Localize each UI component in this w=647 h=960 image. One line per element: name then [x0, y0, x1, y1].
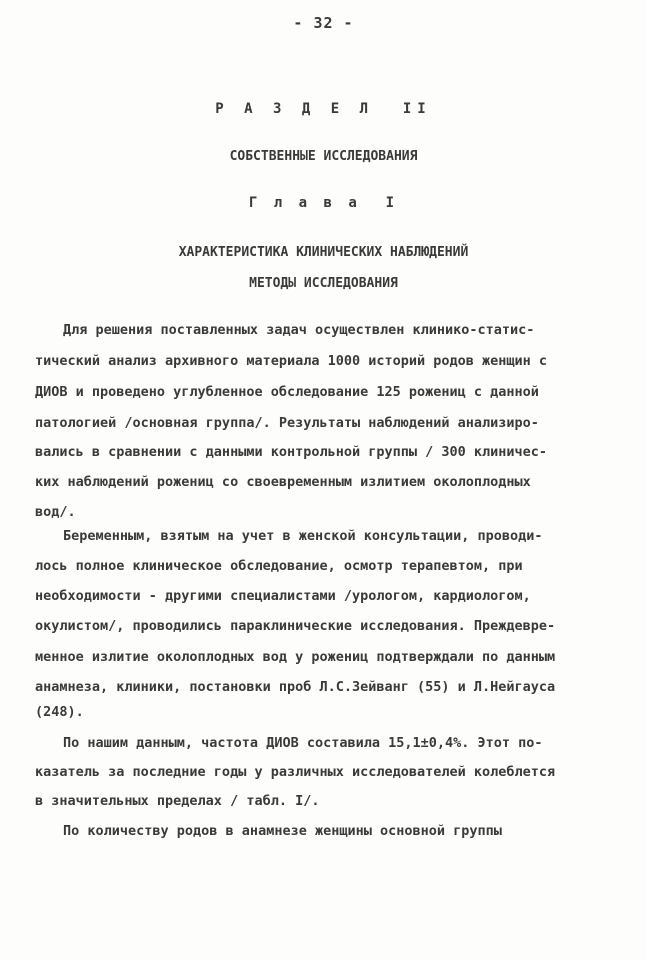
body-line: По нашим данным, частота ДИОВ составила 15,1±0,4%. Этот по- [63, 735, 543, 751]
body-line: Для решения поставленных задач осуществлен клинико-статис- [63, 322, 535, 338]
body-line: (248). [35, 704, 84, 720]
heading-line-2: МЕТОДЫ ИССЛЕДОВАНИЯ [249, 276, 398, 291]
chapter-title: Г л а в а I [248, 195, 399, 211]
body-line: лось полное клиническое обследование, осмотр терапевтом, при [35, 558, 523, 574]
body-line: необходимости - другими специалистами /урологом, кардиологом, [35, 588, 531, 604]
body-line: в значительных пределах / табл. I/. [35, 793, 320, 809]
page-number: - 32 - [293, 14, 354, 32]
body-line: тический анализ архивного материала 1000 историй родов женщин с [35, 353, 548, 369]
heading-line-1: ХАРАКТЕРИСТИКА КЛИНИЧЕСКИХ НАБЛЮДЕНИЙ [178, 245, 469, 260]
part-title: СОБСТВЕННЫЕ ИССЛЕДОВАНИЯ [229, 149, 418, 164]
body-line: анамнеза, клиники, постановки проб Л.С.Зейванг (55) и Л.Нейгауса [35, 679, 556, 695]
section-title: Р А З Д Е Л II [215, 101, 432, 117]
body-line: патологией /основная группа/. Результаты наблюдений анализиро- [35, 415, 539, 431]
body-line: Беременным, взятым на учет в женской консультации, проводи- [63, 528, 543, 544]
body-line: вод/. [35, 504, 76, 520]
body-line: ких наблюдений рожениц со своевременным излитием околоплодных [35, 474, 531, 490]
body-line: казатель за последние годы у различных исследователей колеблется [35, 764, 556, 780]
body-line: вались в сравнении с данными контрольной группы / 300 клиничес- [35, 444, 548, 460]
body-line: ДИОВ и проведено углубленное обследование 125 рожениц с данной [35, 384, 539, 400]
body-line: менное излитие околоплодных вод у рожениц подтверждали по данным [35, 649, 556, 665]
body-line: окулистом/, проводились параклинические исследования. Преждевре- [35, 618, 556, 634]
body-line: По количеству родов в анамнезе женщины основной группы [63, 823, 502, 839]
